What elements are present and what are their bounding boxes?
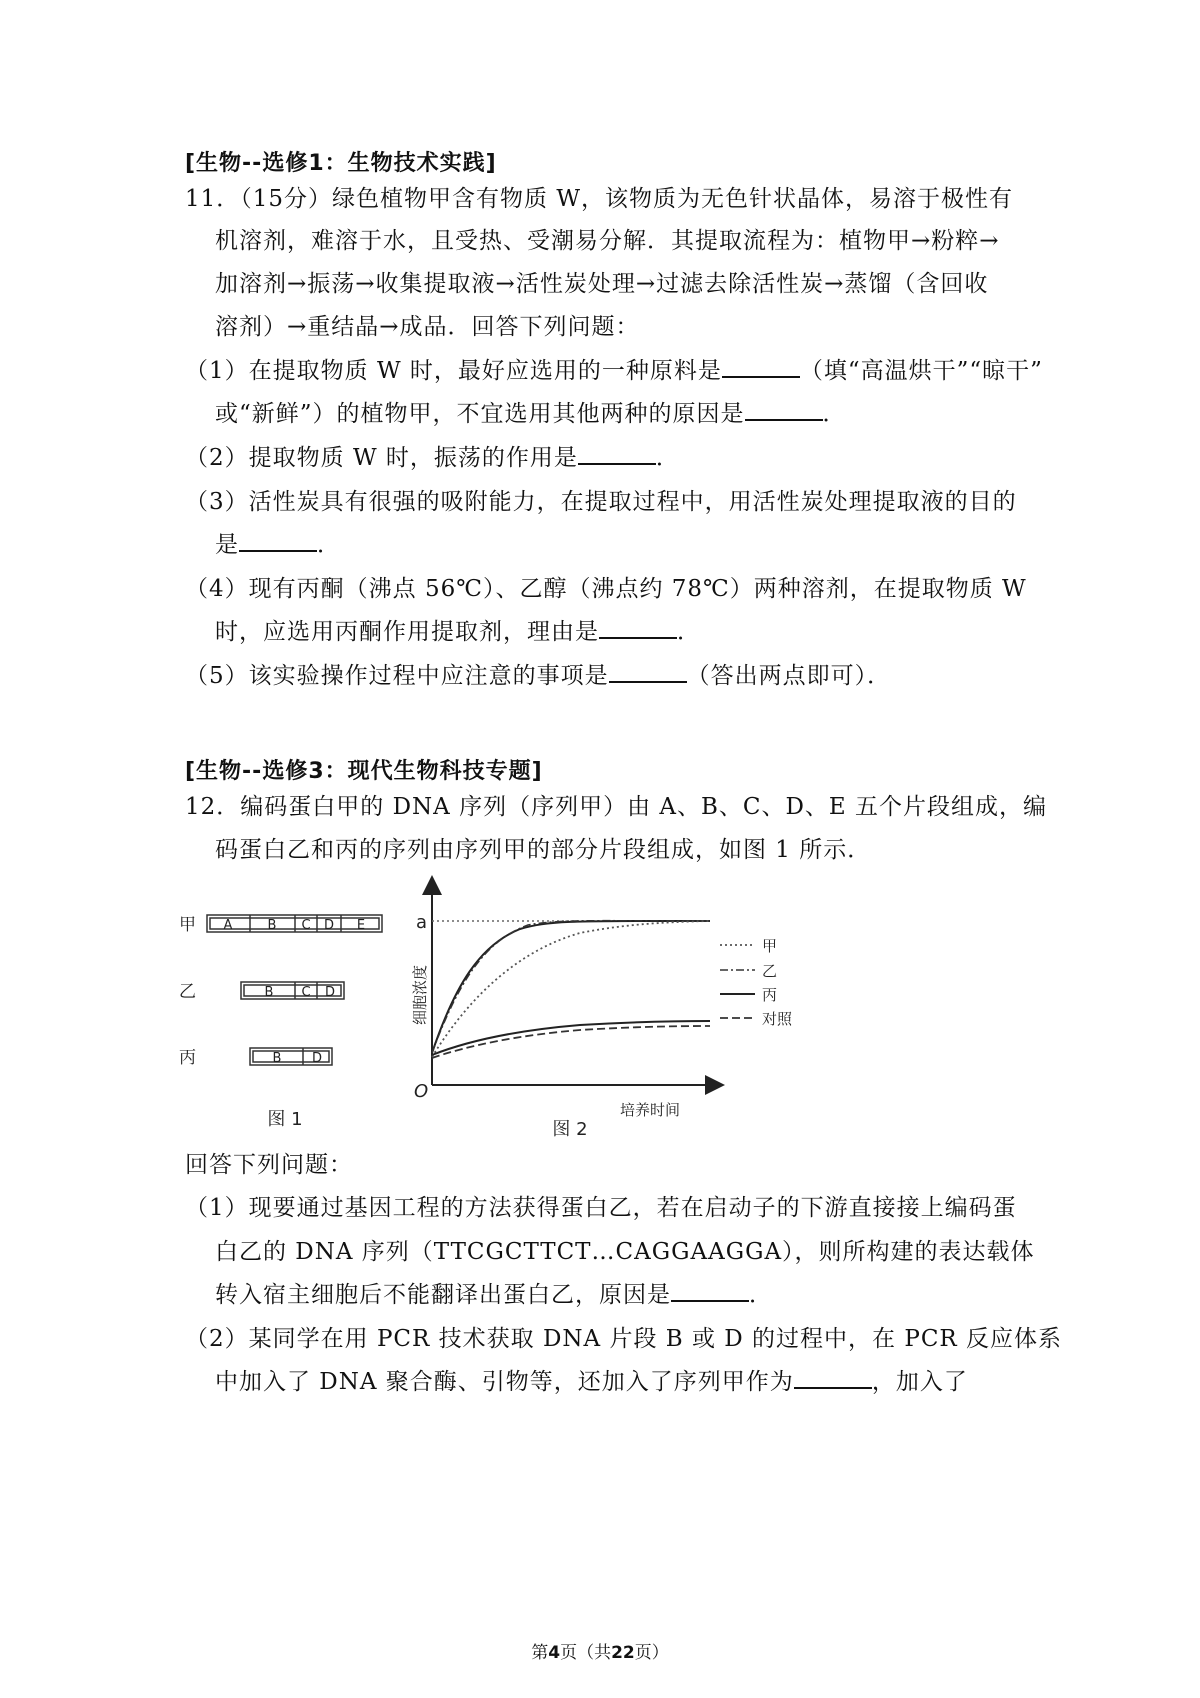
seg-yi-D: D xyxy=(324,985,336,1000)
legend-control: 对照 xyxy=(762,1010,793,1028)
q11-line-2: 机溶剂，难溶于水，且受热、受潮易分解．其提取流程为：植物甲→粉粹→ xyxy=(215,228,1000,254)
figure-1 xyxy=(175,895,405,1145)
text: 页（共 xyxy=(560,1643,612,1663)
q11-sub1-line-1 xyxy=(185,356,1043,386)
answer-intro: 回答下列问题： xyxy=(185,1152,353,1178)
total-pages: 22 xyxy=(611,1643,635,1663)
section-heading-elective-3: [生物--选修3：现代生物科技专题] xyxy=(185,759,543,784)
origin-label: O xyxy=(414,1081,429,1102)
q11-line-3: 加溶剂→振荡→收集提取液→活性炭处理→过滤去除活性炭→蒸馏（含回收 xyxy=(215,271,989,297)
curve-bing xyxy=(432,921,710,1053)
q12-p1-line-2: 白乙的 DNA 序列（TTCGCTTCT…CAGGAAGGA），则所构建的表达载体 xyxy=(215,1239,1035,1265)
seg-yi-C: C xyxy=(301,985,311,1000)
seg-yi-B: B xyxy=(264,985,274,1000)
answer-blank xyxy=(722,356,800,378)
text: ． xyxy=(822,401,847,427)
seg-jia-A: A xyxy=(223,918,233,933)
page-footer xyxy=(0,1638,1200,1663)
text: （答出两点即可）． xyxy=(686,663,892,689)
text: （填“高温烘干”“晾干” xyxy=(799,358,1043,384)
text: 中加入了 DNA 聚合酶、引物等，还加入了序列甲作为 xyxy=(215,1369,794,1395)
q11-sub4-line-2 xyxy=(215,617,701,647)
q11-sub3-line-2 xyxy=(215,530,341,560)
row-label-yi: 乙 xyxy=(179,982,196,1002)
row-label-jia: 甲 xyxy=(179,915,196,935)
text: ． xyxy=(677,619,701,645)
q11-sub5 xyxy=(185,661,891,691)
q12-p2-line-1: （2）某同学在用 PCR 技术获取 DNA 片段 B 或 D 的过程中，在 PCR 反应体系 xyxy=(185,1326,1063,1352)
q11-sub2 xyxy=(185,443,680,473)
answer-blank xyxy=(599,617,677,639)
answer-blank xyxy=(671,1280,749,1302)
answer-blank xyxy=(794,1367,872,1389)
text: ． xyxy=(655,445,680,471)
q11-sub1-line-2 xyxy=(215,399,847,429)
curve-yi xyxy=(432,921,710,1053)
y-axis-label: 细胞浓度 xyxy=(411,964,429,1025)
legend-jia: 甲 xyxy=(762,937,778,955)
seg-jia-B: B xyxy=(267,918,277,933)
text: 第 xyxy=(531,1643,549,1663)
answer-blank xyxy=(239,530,317,552)
legend-yi: 乙 xyxy=(762,962,778,980)
answer-blank xyxy=(745,399,823,421)
q12-p1-line-1: （1）现要通过基因工程的方法获得蛋白乙，若在启动子的下游直接接上编码蛋 xyxy=(185,1195,1017,1221)
answer-blank xyxy=(609,661,687,683)
x-axis-label: 培养时间 xyxy=(619,1101,681,1119)
text: （1）在提取物质 W 时，最好应选用的一种原料是 xyxy=(185,358,722,384)
figure-1-caption: 图 1 xyxy=(267,1109,303,1130)
answer-blank xyxy=(578,443,656,465)
q12-line-2: 码蛋白乙和丙的序列由序列甲的部分片段组成，如图 1 所示． xyxy=(215,837,872,863)
q12-p2-line-2 xyxy=(215,1367,968,1397)
legend xyxy=(720,937,793,1028)
seg-jia-D: D xyxy=(323,918,335,933)
q12-line-1: 12．编码蛋白甲的 DNA 序列（序列甲）由 A、B、C、D、E 五个片段组成，编 xyxy=(185,794,1048,820)
q11-sub4-line-1: （4）现有丙酮（沸点 56℃）、乙醇（沸点约 78℃）两种溶剂，在提取物质 W xyxy=(185,576,1027,602)
text: 或“新鲜”）的植物甲，不宜选用其他两种的原因是 xyxy=(215,401,745,427)
text: ，加入了 xyxy=(871,1369,968,1395)
text: ． xyxy=(749,1282,773,1308)
seg-jia-E: E xyxy=(356,918,366,933)
seg-bing-D: D xyxy=(311,1051,323,1066)
y-tick-a: a xyxy=(416,912,428,933)
figure-2-caption: 图 2 xyxy=(552,1119,588,1140)
text: 转入宿主细胞后不能翻译出蛋白乙，原因是 xyxy=(215,1282,671,1308)
q12-p1-line-3 xyxy=(215,1280,773,1310)
text: （5）该实验操作过程中应注意的事项是 xyxy=(185,663,609,689)
text: （2）提取物质 W 时，振荡的作用是 xyxy=(185,445,578,471)
curve-low-solid xyxy=(432,1021,710,1055)
q11-sub3-line-1: （3）活性炭具有很强的吸附能力，在提取过程中，用活性炭处理提取液的目的 xyxy=(185,489,1017,515)
figure-2 xyxy=(410,875,830,1150)
q11-line-4: 溶剂）→重结晶→成品．回答下列问题： xyxy=(215,314,640,340)
text: 时，应选用丙酮作用提取剂，理由是 xyxy=(215,619,599,645)
text: ． xyxy=(317,532,341,558)
row-label-bing: 丙 xyxy=(179,1048,196,1068)
legend-bing: 丙 xyxy=(762,986,778,1004)
text: 是 xyxy=(215,532,239,558)
q11-line-1: 11．（15分）绿色植物甲含有物质 W，该物质为无色针状晶体，易溶于极性有 xyxy=(185,186,1013,212)
seg-bing-B: B xyxy=(272,1051,282,1066)
curve-dotted-slow xyxy=(432,921,710,1057)
section-heading-elective-1: [生物--选修1：生物技术实践] xyxy=(185,151,497,176)
text: 页） xyxy=(634,1643,669,1663)
seg-jia-C: C xyxy=(301,918,311,933)
page-number: 4 xyxy=(548,1643,561,1663)
